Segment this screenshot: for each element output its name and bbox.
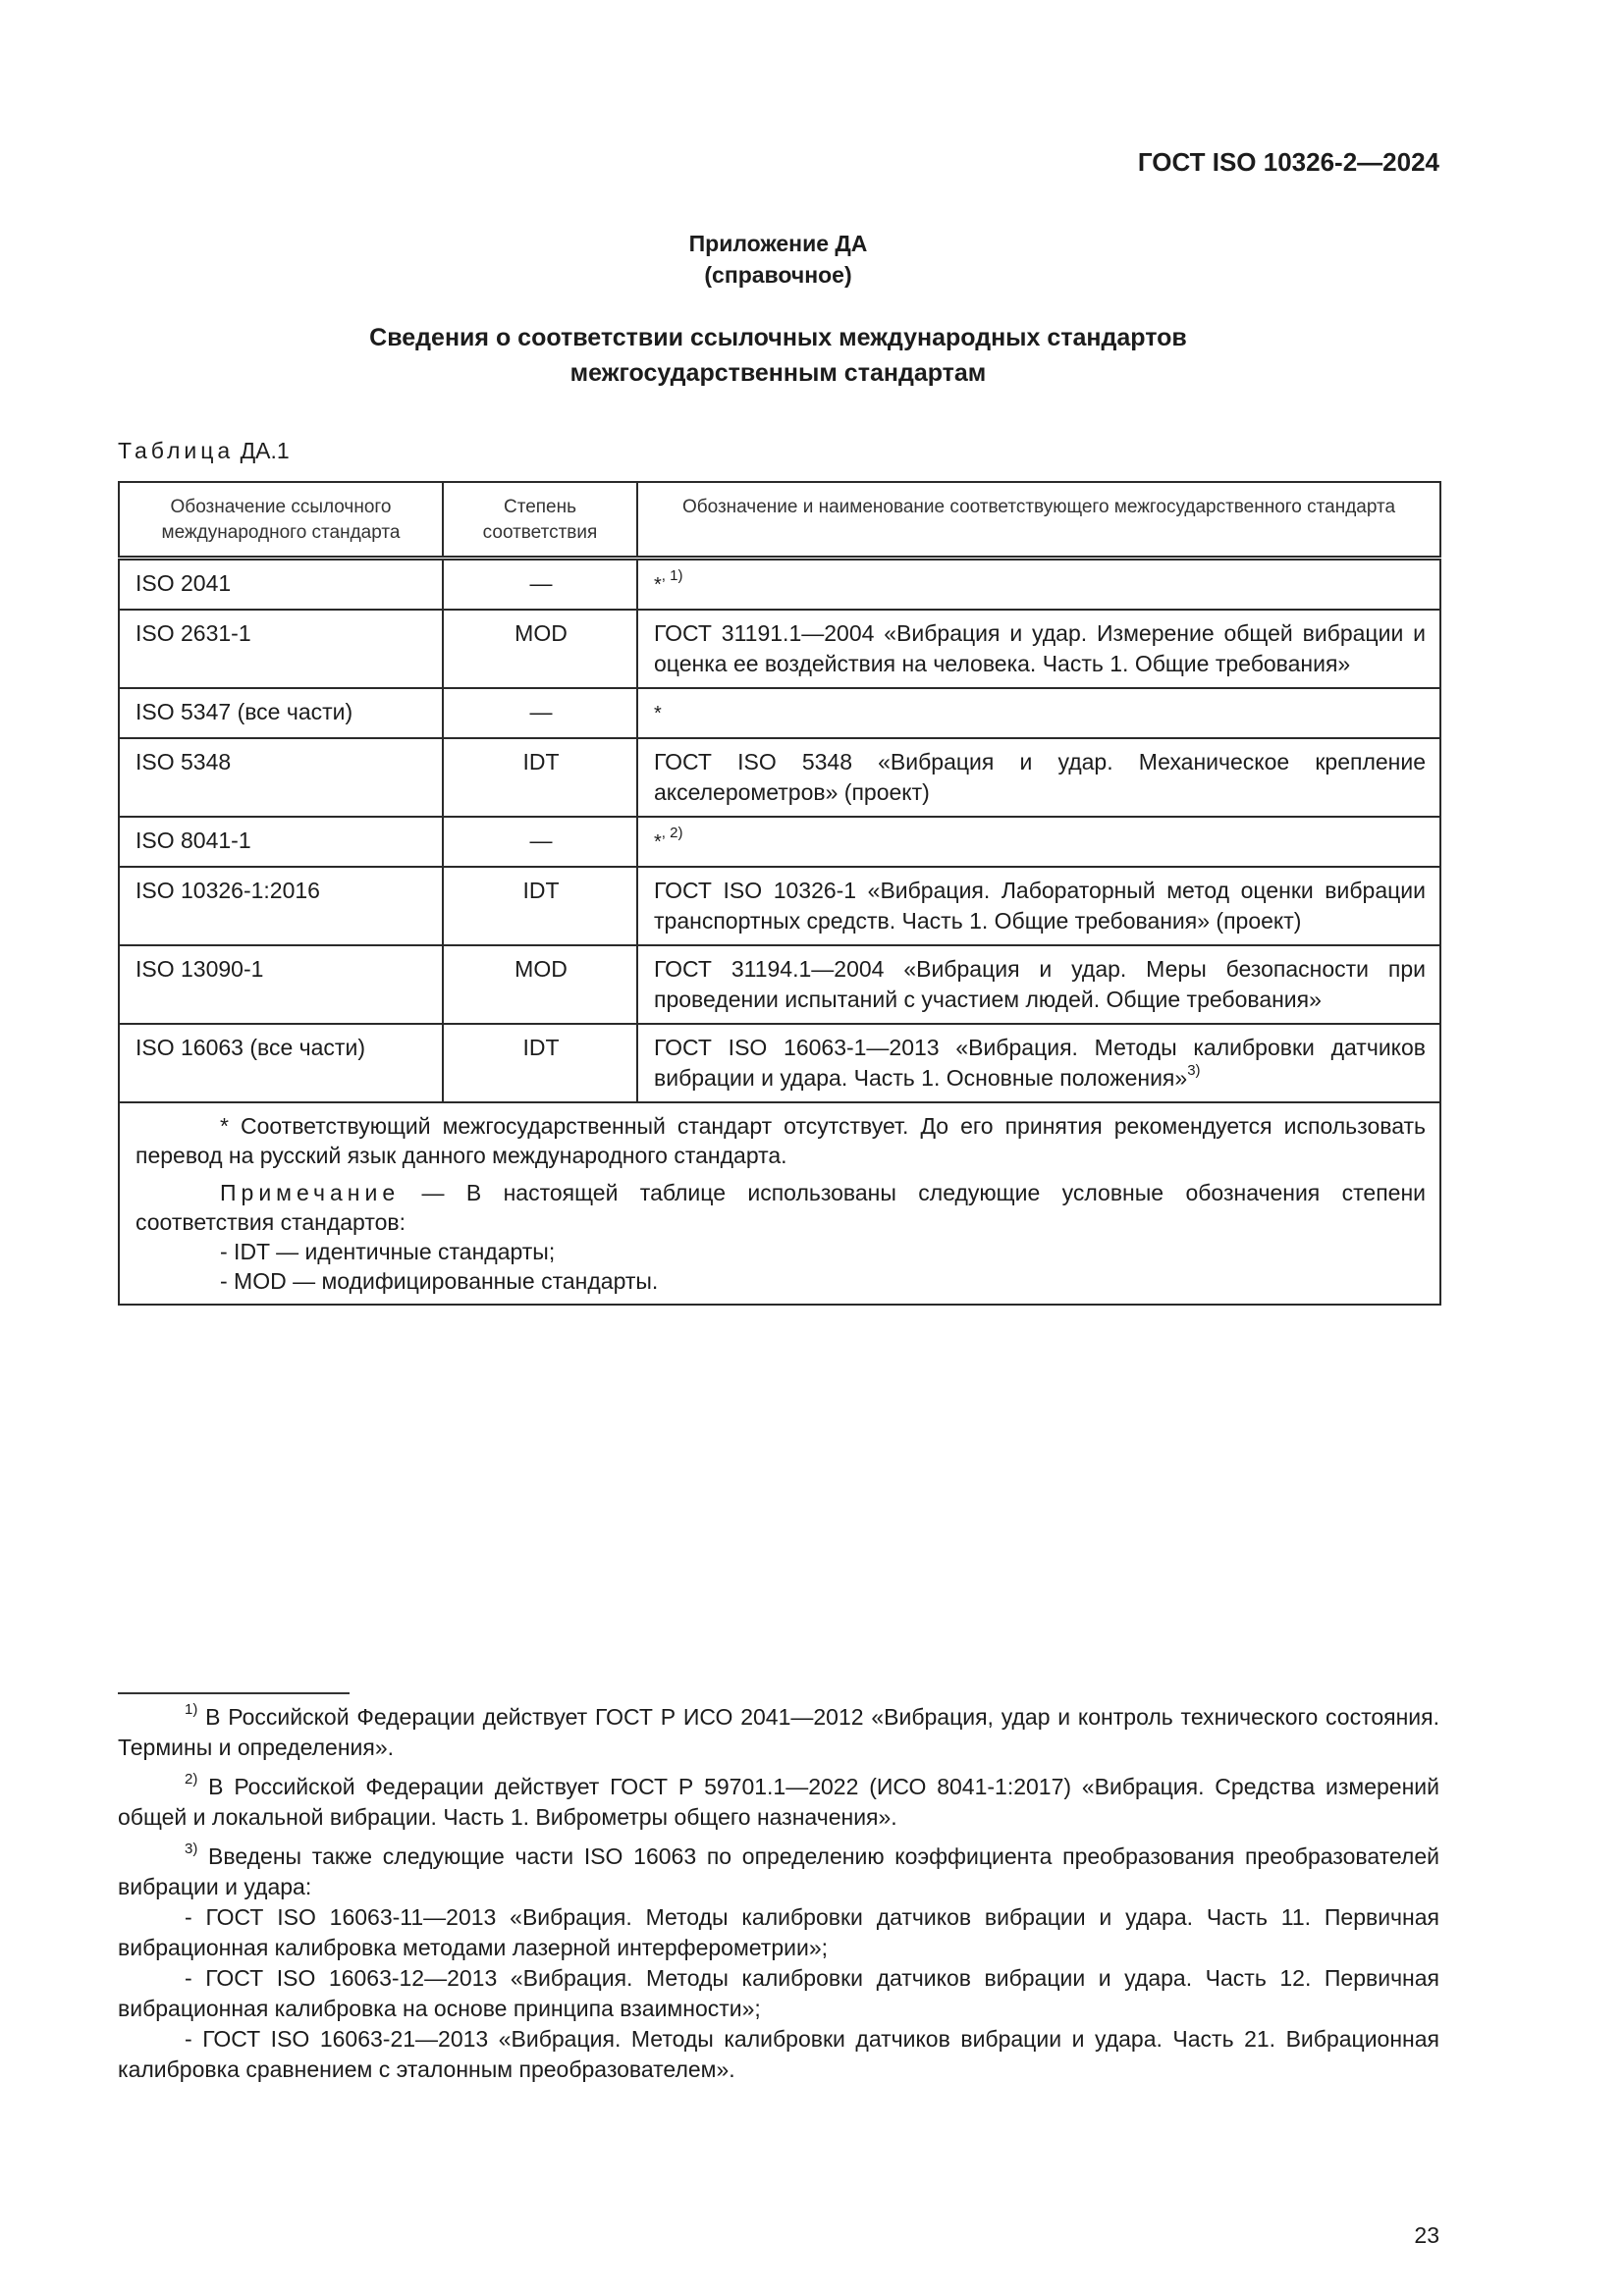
missing-standard-mark: * [654, 574, 662, 596]
footnote-3-item: - ГОСТ ISO 16063-11—2013 «Вибрация. Методы калибровки датчиков вибрации и удара. Часть 11. Первичная вибрационная калибровка методами лазерной интерферометрии»; [118, 1904, 1439, 1960]
footnote-2 [118, 1772, 1439, 1833]
appendix-heading [0, 320, 1556, 391]
gost-text: ГОСТ ISO 10326-1 «Вибрация. Лабораторный метод оценки вибрации транспортных средств. Часть 1. Общие требования» (проект) [654, 878, 1426, 934]
cell-ref-standard: ISO 8041-1 [119, 817, 443, 867]
cell-ref-standard: ISO 13090-1 [119, 945, 443, 1024]
page-number: 23 [1414, 2222, 1439, 2248]
footnote-1-text: В Российской Федерации действует ГОСТ Р ИСО 2041—2012 «Вибрация, удар и контроль технического состояния. Термины и определения». [118, 1704, 1439, 1760]
gost-text: ГОСТ 31191.1—2004 «Вибрация и удар. Измерение общей вибрации и оценка ее воздействия на человека. Часть 1. Общие требования» [654, 620, 1426, 676]
cell-degree: MOD [443, 610, 637, 688]
missing-standard-mark: * [654, 831, 662, 853]
table-row [119, 1024, 1440, 1102]
cell-degree: IDT [443, 867, 637, 945]
table-row [119, 867, 1440, 945]
footnote-2-number: 2) [185, 1771, 198, 1789]
table-header-row [119, 482, 1440, 559]
footnote-separator [118, 1692, 350, 1694]
appendix-subtitle: (справочное) [704, 262, 852, 288]
cell-ref-standard: ISO 5348 [119, 738, 443, 817]
heading-line-1: Сведения о соответствии ссылочных международных стандартов [369, 324, 1187, 351]
cell-degree: IDT [443, 1024, 637, 1102]
document-code: ГОСТ ISO 10326-2—2024 [1137, 147, 1439, 177]
cell-degree: IDT [443, 738, 637, 817]
gost-text: ГОСТ ISO 5348 «Вибрация и удар. Механическое крепление акселерометров» (проект) [654, 749, 1426, 805]
cell-gost-standard [637, 559, 1440, 611]
footnote-reference: 3) [1187, 1062, 1201, 1080]
cell-degree: — [443, 817, 637, 867]
footnote-3-text: Введены также следующие части ISO 16063 по определению коэффициента преобразования преобразователей вибрации и удара: [118, 1843, 1439, 1899]
cell-ref-standard: ISO 2631-1 [119, 610, 443, 688]
cell-degree: — [443, 688, 637, 738]
star-note: * Соответствующий межгосударственный стандарт отсутствует. До его принятия рекомендуется использовать перевод на русский язык данного международного стандарта. [135, 1113, 1426, 1168]
footnote-reference: , 1) [661, 567, 683, 585]
footnote-1-number: 1) [185, 1701, 198, 1719]
cell-gost-standard [637, 817, 1440, 867]
footnote-3-number: 3) [185, 1841, 198, 1858]
table-row [119, 559, 1440, 611]
cell-gost-standard [637, 945, 1440, 1024]
cell-degree: MOD [443, 945, 637, 1024]
header-degree: Степень соответствия [443, 482, 637, 559]
note-list [220, 1237, 1426, 1296]
table-notes-row [119, 1102, 1440, 1305]
appendix-title: Приложение ДА [688, 231, 868, 256]
table-row [119, 817, 1440, 867]
table-row [119, 688, 1440, 738]
cell-gost-standard [637, 610, 1440, 688]
table-row [119, 738, 1440, 817]
missing-standard-mark: * [654, 703, 662, 724]
gost-text: ГОСТ 31194.1—2004 «Вибрация и удар. Меры безопасности при проведении испытаний с участием людей. Общие требования» [654, 956, 1426, 1012]
footnote-reference: , 2) [661, 825, 683, 842]
footnote-1 [118, 1702, 1439, 1763]
standards-table [118, 481, 1441, 1306]
table-row [119, 610, 1440, 688]
cell-gost-standard [637, 688, 1440, 738]
cell-ref-standard: ISO 2041 [119, 559, 443, 611]
cell-gost-standard [637, 738, 1440, 817]
note-paragraph [135, 1178, 1426, 1237]
cell-gost-standard [637, 867, 1440, 945]
footnote-3 [118, 1842, 1439, 1902]
gost-text: ГОСТ ISO 16063-1—2013 «Вибрация. Методы калибровки датчиков вибрации и удара. Часть 1. Основные положения» [654, 1035, 1426, 1091]
footnote-3-item: - ГОСТ ISO 16063-12—2013 «Вибрация. Методы калибровки датчиков вибрации и удара. Часть 12. Первичная вибрационная калибровка на основе принципа взаимности»; [118, 1965, 1439, 2021]
footnotes [118, 1702, 1439, 2085]
note-text: — В настоящей таблице использованы следующие условные обозначения степени соответствия стандартов: [135, 1180, 1426, 1235]
heading-line-2: межгосударственным стандартам [569, 359, 987, 387]
table-caption [118, 438, 290, 464]
footnote-3-item: - ГОСТ ISO 16063-21—2013 «Вибрация. Методы калибровки датчиков вибрации и удара. Часть 21. Вибрационная калибровка сравнением с эталонным преобразователем». [118, 2026, 1439, 2082]
footnote-2-text: В Российской Федерации действует ГОСТ Р 59701.1—2022 (ИСО 8041-1:2017) «Вибрация. Средства измерений общей и локальной вибрации. Часть 1. Виброметры общего назначения». [118, 1774, 1439, 1830]
cell-ref-standard: ISO 5347 (все части) [119, 688, 443, 738]
table-body [119, 559, 1440, 1103]
note-item: - IDT — идентичные стандарты; [220, 1239, 556, 1264]
table-caption-number: ДА.1 [240, 438, 290, 463]
header-gost-standard: Обозначение и наименование соответствующего межгосударственного стандарта [637, 482, 1440, 559]
header-ref-standard: Обозначение ссылочного международного стандарта [119, 482, 443, 559]
table-caption-word: Таблица [118, 438, 235, 463]
cell-ref-standard: ISO 10326-1:2016 [119, 867, 443, 945]
table-row [119, 945, 1440, 1024]
note-label: Примечание [220, 1180, 401, 1205]
cell-gost-standard [637, 1024, 1440, 1102]
table-notes [119, 1102, 1440, 1305]
cell-ref-standard: ISO 16063 (все части) [119, 1024, 443, 1102]
cell-degree: — [443, 559, 637, 611]
note-item: - MOD — модифицированные стандарты. [220, 1268, 659, 1294]
